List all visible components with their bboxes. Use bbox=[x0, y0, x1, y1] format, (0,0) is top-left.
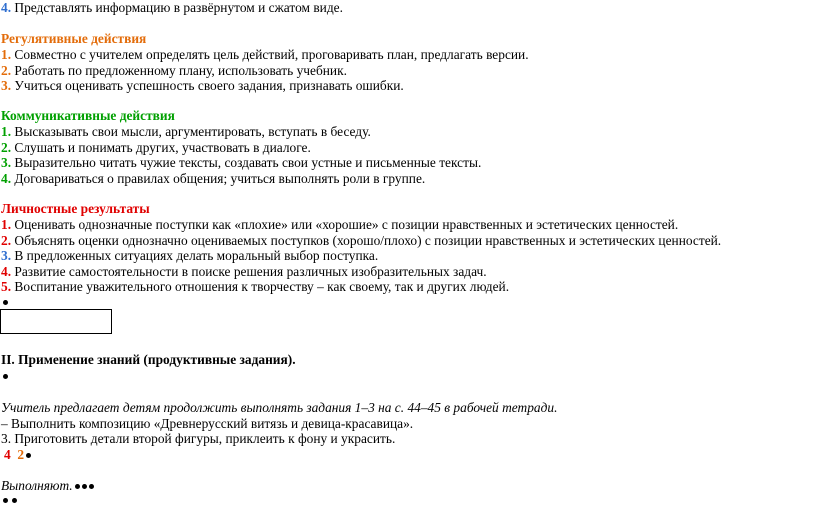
bullet-dot bbox=[82, 484, 87, 489]
list-text: Работать по предложенному плану, использовать учебник. bbox=[11, 63, 347, 78]
list-number: 2. bbox=[1, 63, 12, 78]
number-b: 2 bbox=[17, 447, 25, 462]
empty-frame bbox=[0, 309, 112, 334]
list-number: 2. bbox=[1, 233, 12, 248]
list-number: 5. bbox=[1, 279, 12, 294]
list-text: Выразительно читать чужие тексты, создавать свои устные и письменные тексты. bbox=[11, 155, 482, 170]
personal-item-3 bbox=[1, 248, 378, 264]
personal-item-1 bbox=[1, 217, 678, 233]
list-text: В предложенных ситуациях делать моральный выбор поступка. bbox=[11, 248, 379, 263]
list-number: 3. bbox=[1, 155, 12, 170]
list-number: 1. bbox=[1, 124, 12, 139]
regulatory-item-1 bbox=[1, 47, 529, 63]
doing-text: Выполняют. bbox=[1, 478, 73, 493]
task-line-1: – Выполнить композицию «Древнерусский витязь и девица-красавица». bbox=[1, 416, 414, 431]
number-a: 4 bbox=[4, 447, 11, 462]
list-number: 3. bbox=[1, 248, 12, 263]
communicative-item-1 bbox=[1, 124, 371, 140]
personal-item-5 bbox=[1, 279, 509, 295]
bullet-dot bbox=[89, 484, 94, 489]
list-number: 1. bbox=[1, 217, 12, 232]
bullet-marker bbox=[1, 294, 8, 310]
bullet-dot bbox=[12, 498, 17, 503]
bullet-dot bbox=[3, 300, 8, 305]
task-numbers bbox=[4, 447, 31, 463]
intro-item-4 bbox=[1, 0, 343, 16]
section-2-heading: II. Применение знаний (продуктивные задания). bbox=[1, 352, 296, 367]
list-text: Совместно с учителем определять цель действий, проговаривать план, предлагать версии. bbox=[11, 47, 529, 62]
communicative-item-2 bbox=[1, 140, 311, 156]
bullet-dot bbox=[75, 484, 80, 489]
personal-item-4 bbox=[1, 264, 487, 280]
regulatory-item-2 bbox=[1, 63, 347, 79]
bullet-dot bbox=[3, 374, 8, 379]
list-text: Объяснять оценки однозначно оцениваемых поступков (хорошо/плохо) с позиции нравственных и эстетических ценностей. bbox=[11, 233, 722, 248]
list-number: 4. bbox=[1, 264, 12, 279]
regulatory-heading: Регулятивные действия bbox=[1, 31, 147, 46]
list-text: Договариваться о правилах общения; учиться выполнять роли в группе. bbox=[11, 171, 426, 186]
list-number: 4. bbox=[1, 171, 12, 186]
list-number: 2. bbox=[1, 140, 12, 155]
list-number: 1. bbox=[1, 47, 12, 62]
bullet-dot bbox=[3, 498, 8, 503]
personal-item-2 bbox=[1, 233, 721, 249]
communicative-heading: Коммуникативные действия bbox=[1, 108, 175, 123]
list-text: Представлять информацию в развёрнутом и сжатом виде. bbox=[11, 0, 343, 15]
regulatory-item-3 bbox=[1, 78, 404, 94]
teacher-line: Учитель предлагает детям продолжить выполнять задания 1–3 на с. 44–45 в рабочей тетради. bbox=[1, 400, 558, 415]
list-text: Учиться оценивать успешность своего задания, признавать ошибки. bbox=[11, 78, 404, 93]
personal-heading: Личностные результаты bbox=[1, 201, 150, 216]
bullet-dot bbox=[26, 453, 31, 458]
list-text: Развитие самостоятельности в поиске решения различных изобразительных задач. bbox=[11, 264, 487, 279]
task-line-2: 3. Приготовить детали второй фигуры, приклеить к фону и украсить. bbox=[1, 431, 396, 446]
list-text: Высказывать свои мысли, аргументировать, вступать в беседу. bbox=[11, 124, 371, 139]
list-text: Воспитание уважительного отношения к творчеству – как своему, так и других людей. bbox=[11, 279, 510, 294]
bullet-marker bbox=[1, 368, 8, 384]
communicative-item-4 bbox=[1, 171, 425, 187]
list-text: Оценивать однозначные поступки как «плохие» или «хорошие» с позиции нравственных и эстетических ценностей. bbox=[11, 217, 679, 232]
list-number: 4. bbox=[1, 0, 12, 15]
list-text: Слушать и понимать других, участвовать в диалоге. bbox=[11, 140, 311, 155]
list-number: 3. bbox=[1, 78, 12, 93]
bullet-marker-pair bbox=[1, 492, 17, 508]
communicative-item-3 bbox=[1, 155, 481, 171]
